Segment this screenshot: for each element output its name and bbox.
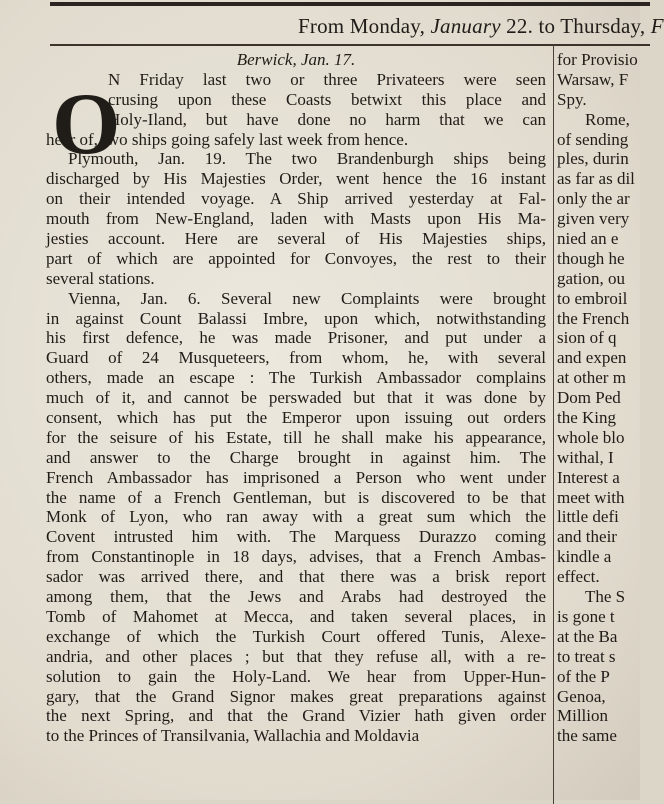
text-line: mouth from New-England, laden with Masts upon His Ma- [46,209,546,229]
right-column [557,50,647,746]
text-line: and their [557,527,617,547]
text-line: much of it, and cannot be perswaded but that it was done by [46,388,546,408]
text-line: others, made an escape : The Turkish Ambassador complains [46,368,546,388]
text-line: the French [557,308,630,328]
text-line: ples, durin [557,149,629,169]
text-line: to embroil [557,288,628,308]
text-line: for Provisio [557,50,638,69]
text-line: crusing upon these Coasts betwixt this place and [108,89,546,109]
dateline-tail: F [650,14,664,38]
article-heading: Berwick, Jan. 17. [236,50,356,69]
text-line: exchange of which the Turkish Court offered Tunis, Alexe- [46,626,546,646]
dateline-month: January [430,14,501,38]
text-line: the same [557,726,617,746]
text-line: among them, that the Jews and Arabs had destroyed the [46,587,546,607]
text-line: part of which are appointed for Convoyes, the rest to their [46,248,546,268]
text-line: to the Princes of Transilvania, Wallachia and Moldavia [46,726,420,746]
text-line: of sending [557,129,629,149]
text-line: is gone t [557,606,615,626]
text-line: gation, ou [557,268,625,288]
text-line: kindle a [557,547,612,567]
text-line: from Constantinople in 18 days, advises, that a French Ambas- [46,547,546,567]
text-line: on their intended voyage. A Ship arrived yesterday at Fal- [46,189,546,209]
text-line: The S [585,587,626,607]
text-line: hear of, two ships going safely last week from hence. [46,129,409,149]
text-line: Tomb of Mahomet at Mecca, and taken several places, in [46,606,546,626]
text-line: withal, I [557,447,614,467]
text-line: N Friday last two or three Privateers were seen [108,69,546,89]
text-line: at other m [557,368,626,388]
text-line: Holy-Iland, but have done no harm that we can [108,109,546,129]
text-line: though he [557,248,625,268]
text-line: in against Count Balassi Imbre, upon which, notwithstanding [46,308,546,328]
text-line: Spy. [557,89,587,109]
text-line: the King [557,408,617,428]
text-line: of the P [557,666,610,686]
text-line: French Ambassador has imprisoned a Person who went under [46,467,546,487]
text-line: jesties account. Here are several of His Majesties ships, [46,229,546,249]
text-line: Vienna, Jan. 6. Several new Complaints were brought [68,288,546,308]
text-line: at the Ba [557,626,618,646]
text-line: and expen [557,348,627,368]
text-line: Rome, [585,109,630,129]
text-line: nied an e [557,229,619,249]
dateline-mid: 22. to Thursday, [506,14,646,38]
text-line: several stations. [46,268,155,288]
text-line: the name of a French Gentleman, but is discovered to be that [46,487,546,507]
text-line: consent, which has put the Emperor upon issuing out orders [46,408,546,428]
text-line: as far as dil [557,169,635,189]
column-rule [553,44,554,804]
top-rule [50,2,650,6]
text-line: Plymouth, Jan. 19. The two Brandenburgh ships being [68,149,546,169]
text-line: his first defence, he was made Prisoner, and put under a [46,328,546,348]
text-line: to treat s [557,646,616,666]
text-line: Dom Ped [557,388,621,408]
header-rule [50,44,650,46]
text-line: Million [557,706,609,726]
text-line: for the seisure of his Estate, till he shall make his appearance, [46,427,546,447]
text-line: Genoa, [557,686,606,706]
text-line: effect. [557,567,600,587]
text-line: gary, that the Grand Signor makes great preparations against [46,686,546,706]
drop-cap: O [52,75,121,173]
text-line: sion of q [557,328,617,348]
text-line: discharged by His Majesties Order, went hence the 16 instant [46,169,546,189]
article-lines [46,70,546,746]
text-line: andria, and other places ; but that they refuse all, with a re- [46,646,546,666]
text-line: Interest a [557,467,620,487]
text-line: given very [557,209,630,229]
text-line: and answer to the Charge brought in against him. The [46,447,546,467]
text-line: whole blo [557,427,625,447]
text-line: solution to gain the Holy-Land. We hear from Upper-Hun- [46,666,546,686]
text-line: the next Spring, and that the Grand Vizier hath given order [46,706,546,726]
text-line: Monk of Lyon, who ran away with a great sum which the [46,507,546,527]
article-body [46,70,546,746]
right-column-lines [557,50,647,746]
dateline-prefix: From Monday, [298,14,426,38]
text-line: little defi [557,507,619,527]
dateline [298,14,664,39]
text-line: Guard of 24 Musqueteers, from whom, he, with several [46,348,546,368]
text-line: Warsaw, F [557,69,629,89]
text-line: only the ar [557,189,630,209]
text-line: sador was arrived there, and that there was a brisk report [46,567,546,587]
main-column [46,50,546,746]
text-line: meet with [557,487,625,507]
text-line: Covent intrusted him with. The Marquess Durazzo coming [46,527,546,547]
